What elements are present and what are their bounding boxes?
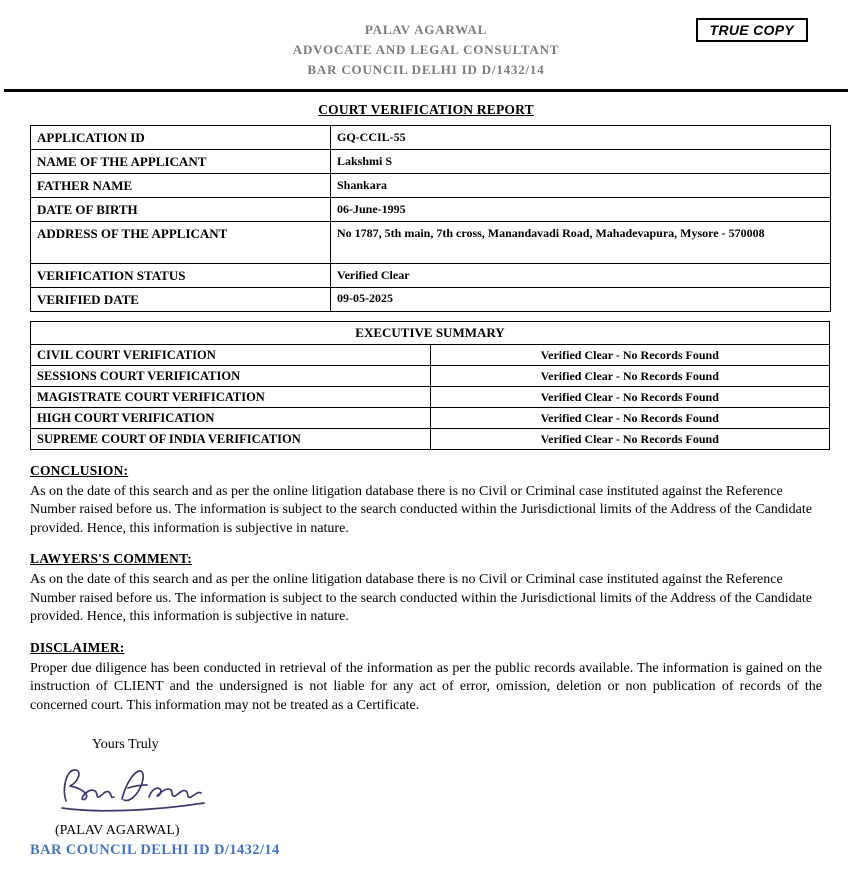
detail-value: No 1787, 5th main, 7th cross, Manandavadi Road, Mahadevapura, Mysore - 570008: [331, 222, 831, 264]
table-row: [31, 126, 831, 150]
header-divider: [4, 89, 848, 92]
advocate-title: ADVOCATE AND LEGAL CONSULTANT: [292, 42, 560, 57]
footer-bar-id: BAR COUNCIL DELHI ID D/1432/14: [30, 842, 280, 859]
signature-image: [52, 761, 852, 819]
summary-label: SESSIONS COURT VERIFICATION: [31, 366, 431, 387]
lawyers-comment-heading: LAWYERS'S COMMENT:: [30, 551, 192, 567]
detail-value: 09-05-2025: [331, 288, 831, 312]
disclaimer-body: Proper due diligence has been conducted in retrieval of the information as per the public records available. The information is gained on the instruction of CLIENT and the undersigned is not liable for any act of error, omission, deletion or non publication of records of the concerned court. This information may not be treated as a Certificate.: [30, 660, 822, 713]
detail-label: VERIFIED DATE: [31, 288, 331, 312]
table-row: [31, 264, 831, 288]
advocate-bar-id: BAR COUNCIL DELHI ID D/1432/14: [307, 62, 545, 77]
summary-value: Verified Clear - No Records Found: [430, 408, 830, 429]
executive-summary-heading: EXECUTIVE SUMMARY: [31, 322, 830, 345]
detail-label: VERIFICATION STATUS: [31, 264, 331, 288]
table-row: [31, 322, 830, 345]
summary-label: MAGISTRATE COURT VERIFICATION: [31, 387, 431, 408]
table-row: [31, 387, 830, 408]
table-row: [31, 222, 831, 264]
conclusion-section: [30, 463, 822, 538]
detail-value: Lakshmi S: [331, 150, 831, 174]
advocate-name: PALAV AGARWAL: [364, 22, 488, 37]
detail-label: APPLICATION ID: [31, 126, 331, 150]
table-row: [31, 408, 830, 429]
summary-value: Verified Clear - No Records Found: [430, 429, 830, 450]
applicant-details-table: [30, 125, 831, 312]
true-copy-stamp: TRUE COPY: [696, 18, 808, 42]
table-row: [31, 345, 830, 366]
conclusion-body: As on the date of this search and as per the online litigation database there is no Civil or Criminal case instituted against the Reference Number raised before us. The information is subject to the search conducted within the Jurisdictional limits of the Address of the Candidate provided. Hence, this information is subjective in nature.: [30, 484, 812, 536]
summary-value: Verified Clear - No Records Found: [430, 366, 830, 387]
summary-value: Verified Clear - No Records Found: [430, 345, 830, 366]
summary-label: SUPREME COURT OF INDIA VERIFICATION: [31, 429, 431, 450]
table-row: [31, 198, 831, 222]
table-row: [31, 288, 831, 312]
detail-label: NAME OF THE APPLICANT: [31, 150, 331, 174]
summary-label: HIGH COURT VERIFICATION: [31, 408, 431, 429]
detail-value: Shankara: [331, 174, 831, 198]
disclaimer-section: [30, 640, 822, 715]
detail-label: FATHER NAME: [31, 174, 331, 198]
detail-value: Verified Clear: [331, 264, 831, 288]
summary-label: CIVIL COURT VERIFICATION: [31, 345, 431, 366]
table-row: [31, 429, 830, 450]
table-row: [31, 366, 830, 387]
report-title-text: COURT VERIFICATION REPORT: [318, 102, 534, 117]
signatory-name: (PALAV AGARWAL): [55, 823, 180, 839]
closing-text: Yours Truly: [92, 737, 159, 753]
table-row: [31, 174, 831, 198]
disclaimer-heading: DISCLAIMER:: [30, 639, 125, 655]
executive-summary-table: [30, 321, 830, 450]
detail-label: ADDRESS OF THE APPLICANT: [31, 222, 331, 264]
table-row: [31, 150, 831, 174]
detail-value: GQ-CCIL-55: [331, 126, 831, 150]
conclusion-heading: CONCLUSION:: [30, 463, 129, 478]
report-title: [0, 102, 852, 118]
detail-label: DATE OF BIRTH: [31, 198, 331, 222]
lawyers-comment-section: [30, 551, 822, 626]
lawyers-comment-body: As on the date of this search and as per the online litigation database there is no Civil or Criminal case instituted against the Reference Number raised before us. The information is subject to the search conducted within the Jurisdictional limits of the Address of the Candidate provided. Hence, this information is subjective in nature.: [30, 572, 812, 625]
summary-value: Verified Clear - No Records Found: [430, 387, 830, 408]
detail-value: 06-June-1995: [331, 198, 831, 222]
